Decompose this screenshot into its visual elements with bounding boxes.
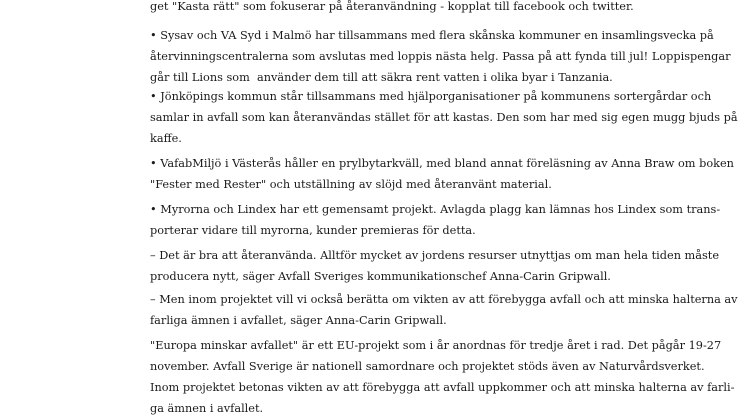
text-line: • Sysav och VA Syd i Malmö har tillsammans med flera skånska kommuner en insamlingsvecka på [150, 29, 714, 42]
text-line: går till Lions som använder dem till att säkra rent vatten i olika byar i Tanzania. [150, 71, 613, 84]
text-line: producera nytt, säger Avfall Sveriges kommunikationschef Anna-Carin Gripwall. [150, 270, 611, 283]
text-line: • Jönköpings kommun står tillsammans med hjälporganisationer på kommunens sortergårdar och [150, 90, 712, 103]
text-line: • VafabMiljö i Västerås håller en prylbytarkväll, med bland annat föreläsning av Anna Braw om boken [150, 157, 734, 170]
text-line: "Fester med Rester" och utställning av slöjd med återanvänt material. [150, 178, 552, 191]
text-line: Inom projektet betonas vikten av att förebygga att avfall uppkommer och att minska halterna av farli- [150, 381, 735, 394]
text-line: kaffe. [150, 132, 182, 145]
text-line: porterar vidare till myrorna, kunder premieras för detta. [150, 224, 476, 237]
text-line: ga ämnen i avfallet. [150, 402, 264, 415]
text-line: november. Avfall Sverige är nationell samordnare och projektet stöds även av Naturvårdsverket. [150, 360, 705, 373]
text-line: farliga ämnen i avfallet, säger Anna-Carin Gripwall. [150, 314, 447, 327]
text-line: – Det är bra att återanvända. Alltför mycket av jordens resurser utnyttjas om man hela tiden måste [150, 249, 720, 262]
text-line: – Men inom projektet vill vi också berätta om vikten av att förebygga avfall och att minska halterna av [150, 293, 738, 306]
text-line: get "Kasta rätt" som fokuserar på återanvändning - kopplat till facebook och twitter. [150, 0, 634, 13]
text-line: • Myrorna och Lindex har ett gemensamt projekt. Avlagda plagg kan lämnas hos Lindex som trans- [150, 203, 721, 216]
text-line: återvinningscentralerna som avslutas med loppis nästa helg. Passa på att fynda till jul! Loppispengar [150, 50, 731, 63]
text-line: samlar in avfall som kan återanvändas stället för att kastas. Den som har med sig egen mugg bjuds på [150, 111, 738, 124]
text-line: "Europa minskar avfallet" är ett EU-projekt som i år anordnas för tredje året i rad. Det pågår 19-27 [150, 339, 722, 352]
